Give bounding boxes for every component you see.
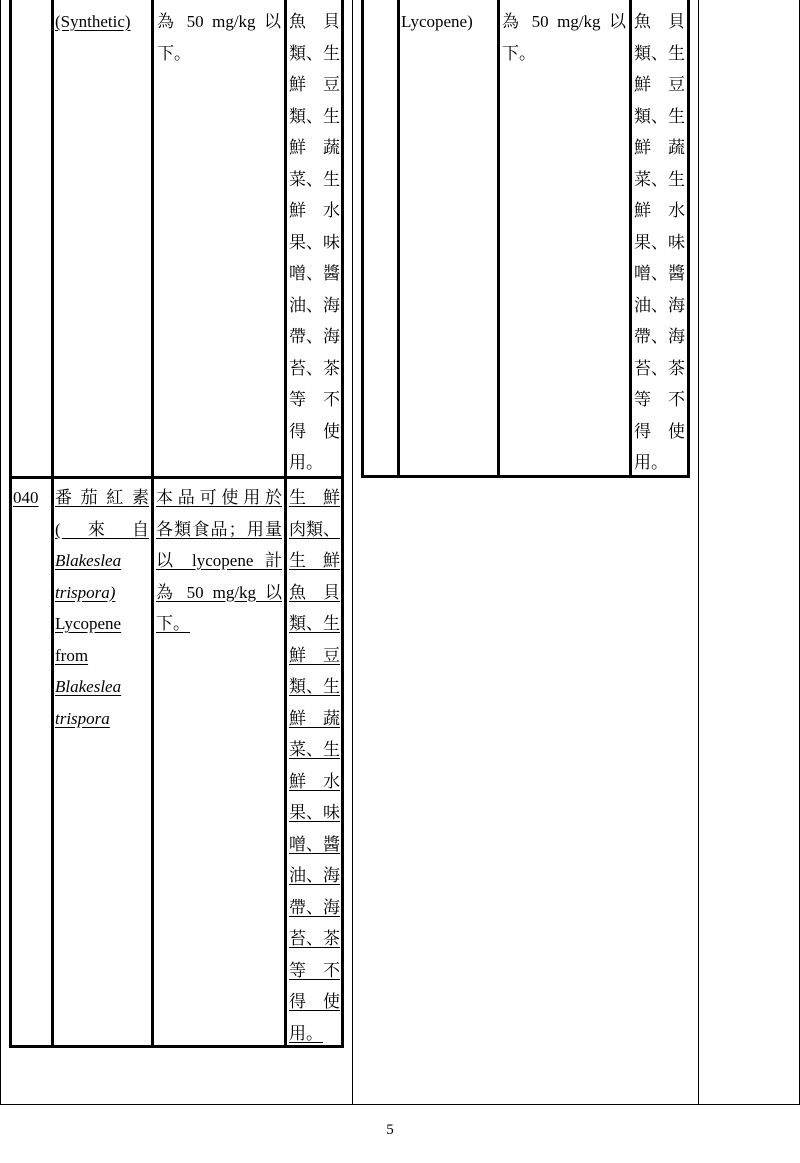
right-row1-use-line: 苔、茶 xyxy=(634,358,685,378)
left-row2-dose-line: 各類食品；用量 xyxy=(156,519,282,539)
right-row1-use-line: 油、海 xyxy=(634,295,685,315)
left-row2-dose-line: 為 50 mg/kg 以 xyxy=(156,582,282,602)
left-row2-number xyxy=(13,482,39,514)
right-row1-use-line: 得 使 xyxy=(634,421,685,441)
right-table-col3 xyxy=(629,0,632,478)
right-row1-use-line: 魚 貝 xyxy=(634,12,685,31)
left-table-border-left xyxy=(9,0,12,1048)
left-row2-use-line: 生 鮮 xyxy=(289,551,340,570)
right-row1-use-line: 類、生 xyxy=(634,43,685,63)
left-row1-name xyxy=(55,6,131,38)
left-row1-use-line: 類、生 xyxy=(289,43,340,63)
right-row1-dose-line: 下。 xyxy=(502,43,536,63)
left-row1-use-line: 果、味 xyxy=(289,232,340,252)
right-row1-use-line: 等 不 xyxy=(634,390,685,409)
right-table-border-right xyxy=(687,0,690,478)
left-row2-use-line: 肉類、 xyxy=(289,519,340,539)
left-table-col1 xyxy=(51,0,54,1048)
left-row1-use-line: 用。 xyxy=(289,453,323,472)
left-row2-name-line: 番 茄 紅 素 xyxy=(55,488,149,507)
left-row1-use-line: 鮮 豆 xyxy=(289,75,340,94)
right-row1-use-line: 鮮 蔬 xyxy=(634,138,685,157)
right-row1-dose xyxy=(502,6,626,69)
left-row2-use-line: 苔、茶 xyxy=(289,929,340,948)
left-row1-use-line: 帶、海 xyxy=(289,327,340,346)
outer-frame-right-inner xyxy=(698,0,699,1105)
left-row1-use-line: 菜、生 xyxy=(289,169,340,189)
left-row2-use-line: 生 鮮 xyxy=(289,488,340,507)
left-row1-use-line: 苔、茶 xyxy=(289,358,340,378)
left-row2-use-line: 鮮 蔬 xyxy=(289,708,340,728)
left-row2-use-line: 類、生 xyxy=(289,614,340,633)
right-row1-use-line: 果、味 xyxy=(634,232,685,252)
right-row1-use-line: 用。 xyxy=(634,453,668,472)
left-row2-use-line: 鮮 豆 xyxy=(289,645,340,665)
left-table-border-right xyxy=(341,0,344,1048)
left-row1-dose xyxy=(157,6,281,69)
left-row2-use-line: 帶、海 xyxy=(289,897,340,917)
right-row1-name-line: Lycopene) xyxy=(401,12,473,31)
left-row2-name-line: Blakeslea xyxy=(55,551,122,570)
outer-frame-bottom xyxy=(0,1104,800,1105)
left-row1-use-line: 等 不 xyxy=(289,390,340,409)
right-row1-use-line: 鮮 豆 xyxy=(634,75,685,94)
left-row1-name-line: (Synthetic) xyxy=(55,12,131,31)
left-row2-name-line: Blakeslea xyxy=(55,677,122,696)
left-row1-use-line: 魚 貝 xyxy=(289,12,340,31)
left-row2-name-line: ( 來 自 xyxy=(55,519,149,539)
left-row2-dose xyxy=(156,482,282,640)
left-row2-name-line: Lycopene xyxy=(55,614,122,633)
left-row1-dose-line: 下。 xyxy=(157,43,191,63)
right-row1-use-line: 類、生 xyxy=(634,106,685,126)
right-table-col1 xyxy=(397,0,400,478)
left-row2-name-line: trispora xyxy=(55,708,110,728)
left-row2-use-line: 噌、醬 xyxy=(289,834,340,854)
left-row1-dose-line: 為 50 mg/kg 以 xyxy=(157,12,281,31)
entry-number: 040 xyxy=(13,488,39,507)
left-row2-use-line: 得 使 xyxy=(289,992,340,1011)
right-table-col2 xyxy=(497,0,500,478)
left-row2-use-line: 類、生 xyxy=(289,677,340,696)
outer-frame-mid xyxy=(352,0,353,1105)
right-row1-use xyxy=(634,6,684,479)
left-row2-name-line: trispora) xyxy=(55,582,116,602)
left-row2-name xyxy=(55,482,149,734)
page-number: 5 xyxy=(386,1122,394,1138)
outer-frame-left xyxy=(0,0,1,1105)
left-row1-use-line: 鮮 水 xyxy=(289,201,340,220)
left-row2-use xyxy=(289,482,339,1049)
right-row1-use-line: 帶、海 xyxy=(634,327,685,346)
left-row1-use-line: 類、生 xyxy=(289,106,340,126)
right-row1-use-line: 鮮 水 xyxy=(634,201,685,220)
left-row2-use-line: 魚 貝 xyxy=(289,582,340,602)
left-row2-dose-line: 以 lycopene 計 xyxy=(156,551,282,570)
left-row1-use-line: 得 使 xyxy=(289,421,340,441)
left-row1-use-line: 噌、醬 xyxy=(289,264,340,283)
left-row2-use-line: 用。 xyxy=(289,1023,323,1043)
right-row1-name xyxy=(401,6,473,38)
left-row1-use xyxy=(289,6,339,479)
left-row1-use-line: 油、海 xyxy=(289,295,340,315)
left-row2-dose-line: 下。 xyxy=(156,614,190,633)
left-row2-use-line: 鮮 水 xyxy=(289,771,340,791)
right-row1-use-line: 菜、生 xyxy=(634,169,685,189)
left-row1-use-line: 鮮 蔬 xyxy=(289,138,340,157)
left-row2-use-line: 等 不 xyxy=(289,960,340,980)
right-row1-dose-line: 為 50 mg/kg 以 xyxy=(502,12,626,31)
right-table-border-left xyxy=(361,0,364,478)
right-row1-use-line: 噌、醬 xyxy=(634,264,685,283)
left-row2-use-line: 果、味 xyxy=(289,803,340,822)
left-row2-use-line: 菜、生 xyxy=(289,740,340,759)
left-table-col3 xyxy=(284,0,287,1048)
left-row2-dose-line: 本品可使用於 xyxy=(156,488,282,507)
left-table-col2 xyxy=(151,0,154,1048)
left-row2-name-line: from xyxy=(55,645,89,665)
left-row2-use-line: 油、海 xyxy=(289,866,340,885)
